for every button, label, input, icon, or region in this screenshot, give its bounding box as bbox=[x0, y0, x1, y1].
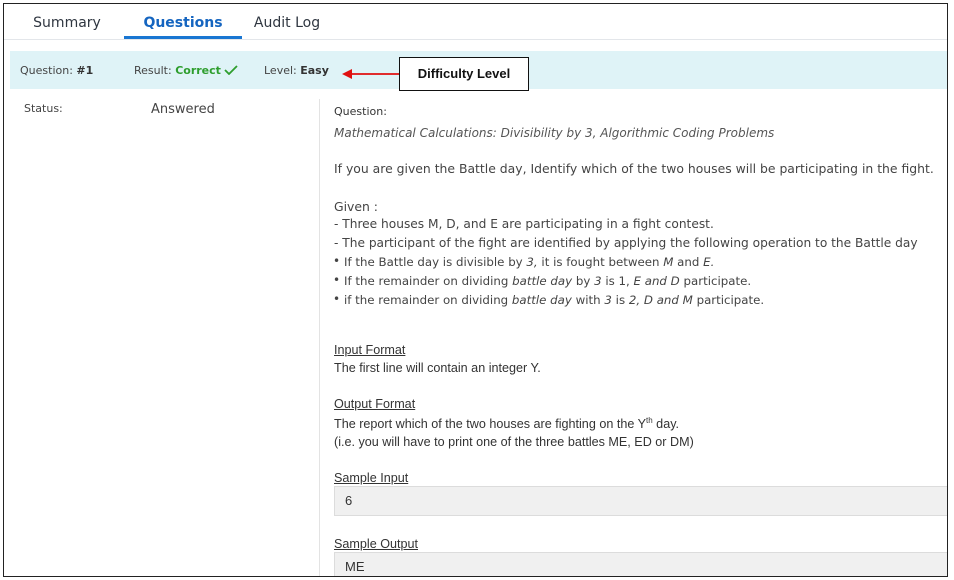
result-label: Result: bbox=[134, 64, 172, 77]
output-format-heading: Output Format bbox=[334, 397, 416, 411]
active-tab-indicator bbox=[124, 36, 242, 39]
rule-bullet: • if the remainder on dividing battle day with 3 is 2, D and M participate. bbox=[344, 293, 764, 307]
difficulty-level bbox=[264, 64, 329, 77]
sample-output-box: ME bbox=[334, 552, 948, 577]
question-info-bar bbox=[10, 51, 948, 89]
rule-bullet: • If the remainder on dividing battle day by 3 is 1, E and D participate. bbox=[344, 274, 751, 288]
sample-input-heading: Sample Input bbox=[334, 471, 409, 485]
given-line: - Three houses M, D, and E are participating in a fight contest. bbox=[334, 217, 714, 231]
output-format-text: The report which of the two houses are fighting on the $Y^{th}$ day. bbox=[334, 416, 680, 432]
question-topic: Mathematical Calculations: Divisibility by 3, Algorithmic Coding Problems bbox=[334, 126, 775, 140]
result-value: Correct bbox=[175, 64, 221, 77]
annotation-arrow-icon bbox=[342, 69, 400, 79]
input-format-heading: Input Format bbox=[334, 343, 406, 357]
level-label: Level: bbox=[264, 64, 297, 77]
result bbox=[134, 64, 238, 77]
tab-questions[interactable]: Questions bbox=[143, 15, 223, 31]
question-content bbox=[319, 99, 948, 577]
level-value: Easy bbox=[300, 64, 329, 77]
input-format-text: The first line will contain an integer Y. bbox=[334, 361, 541, 375]
review-panel bbox=[3, 3, 948, 577]
tab-bar bbox=[4, 4, 948, 40]
question-number-label: Question: bbox=[20, 64, 73, 77]
given-label: Given : bbox=[334, 199, 378, 214]
question-number-value: #1 bbox=[76, 64, 94, 77]
question-number bbox=[20, 64, 93, 77]
status-label: Status: bbox=[24, 102, 63, 115]
checkmark-icon bbox=[224, 65, 238, 75]
tab-audit-log[interactable]: Audit Log bbox=[253, 15, 321, 31]
question-intro: If you are given the Battle day, Identify which of the two houses will be participating in the fight. bbox=[334, 161, 934, 176]
difficulty-level-annotation: Difficulty Level bbox=[399, 57, 529, 91]
output-format-note: (i.e. you will have to print one of the three battles ME, ED or DM) bbox=[334, 435, 694, 449]
sample-input-box: 6 bbox=[334, 486, 948, 516]
rule-bullet: • If the Battle day is divisible by 3, it is fought between M and E. bbox=[344, 255, 714, 269]
tab-summary[interactable]: Summary bbox=[33, 15, 101, 31]
status-value: Answered bbox=[151, 102, 215, 117]
sample-output-heading: Sample Output bbox=[334, 537, 419, 551]
question-label: Question: bbox=[334, 105, 387, 118]
given-line: - The participant of the fight are identified by applying the following operation to the Battle day bbox=[334, 236, 918, 250]
